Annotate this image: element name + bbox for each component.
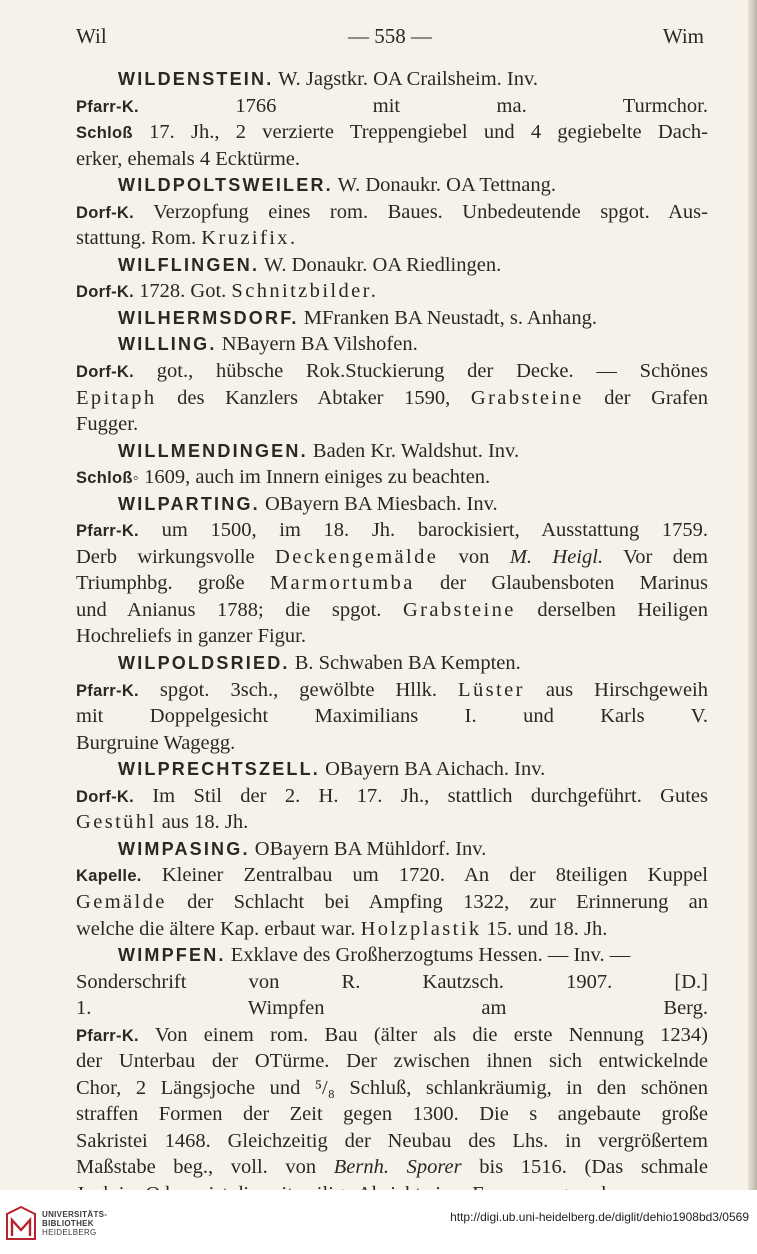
text-line <box>76 730 708 757</box>
text-run: Chor, 2 Längsjoche und ⁵/₈ Schluß, schlankräumig, in den schönen <box>76 1076 708 1099</box>
gazetteer-entry <box>76 650 708 756</box>
library-name-line: UNIVERSITÄTS- <box>42 1210 108 1219</box>
text-line <box>76 225 708 252</box>
text-line <box>76 1128 708 1155</box>
text-line <box>76 305 708 332</box>
place-name: WILPOLDSRIED. <box>118 653 290 674</box>
library-name-line: HEIDELBERG <box>42 1228 97 1237</box>
page-edge-shadow <box>748 0 757 1254</box>
text-line <box>76 677 708 704</box>
text-run: Derb wirkungsvolle <box>76 545 276 568</box>
spaced-term: Kruzifix. <box>201 227 298 250</box>
text-run: 1609, auch im Innern einiges zu beachten. <box>138 466 491 489</box>
text-line <box>76 172 708 199</box>
artist-name: M. Heigl. <box>509 545 604 568</box>
place-name: WILPRECHTSZELL. <box>118 759 320 780</box>
text-run: und Anianus 1788; die spgot. <box>76 598 403 621</box>
text-run: 15. und 18. Jh. <box>481 917 608 940</box>
text-line <box>76 438 708 465</box>
spaced-term: Holzplastik <box>360 917 482 940</box>
text-line <box>76 358 708 385</box>
text-run: des Kanzlers Abtaker 1590, <box>156 386 471 409</box>
text-line <box>76 411 708 438</box>
text-run: Maßstabe beg., voll. von <box>76 1156 334 1179</box>
text-line <box>76 146 708 173</box>
gazetteer-entry <box>76 756 708 836</box>
spaced-term: Grabsteine <box>402 598 516 621</box>
text-run: 1728. Got. <box>134 280 232 303</box>
place-name: WIMPFEN. <box>118 945 226 966</box>
text-line <box>76 942 708 969</box>
text-line <box>76 252 708 279</box>
text-run: Sonderschrift von R. Kautzsch. 1907. [D.] <box>76 970 708 993</box>
body-text <box>76 66 708 1208</box>
text-run: 1. Wimpfen am Berg. <box>76 997 708 1020</box>
gazetteer-entry <box>76 491 708 650</box>
text-run: von <box>438 545 510 568</box>
text-run: Sakristei 1468. Gleichzeitig der Neubau des Lhs. in vergrößertem <box>76 1129 708 1152</box>
building-label: Kapelle. <box>76 867 142 886</box>
spaced-term: Gemälde <box>76 890 167 913</box>
building-label: Pfarr-K. <box>76 97 139 116</box>
text-line <box>76 385 708 412</box>
text-run: W. Donaukr. OA Tettnang. <box>332 174 556 197</box>
gazetteer-entry <box>76 66 708 172</box>
text-line <box>76 703 708 730</box>
spaced-term: Lüster <box>458 678 525 701</box>
building-label: Schloß <box>76 124 133 143</box>
running-head <box>76 24 704 48</box>
text-run: Fugger. <box>76 413 139 436</box>
gazetteer-entry <box>76 836 708 942</box>
text-line <box>76 809 708 836</box>
footer <box>0 1190 757 1254</box>
text-line <box>76 66 708 93</box>
place-name: WILLMENDINGEN. <box>118 440 308 461</box>
text-run: 1766 mit ma. Turmchor. <box>138 94 708 117</box>
text-line <box>76 756 708 783</box>
building-label: Dorf-K. <box>76 363 135 382</box>
text-run: straffen Formen der Zeit gegen 1300. Die s angebaute große <box>76 1103 708 1126</box>
building-label: Schloß◦ <box>76 469 139 488</box>
text-run: Vor dem <box>603 545 708 568</box>
text-line <box>76 1075 708 1102</box>
spaced-term: Deckengemälde <box>275 545 439 568</box>
text-run: Triumphbg. große <box>76 572 270 595</box>
text-run: OBayern BA Miesbach. Inv. <box>259 492 498 515</box>
text-run: B. Schwaben BA Kempten. <box>289 652 521 675</box>
gazetteer-entry <box>76 305 708 332</box>
building-label: Dorf-K. <box>76 203 135 222</box>
text-run: Hochreliefs in ganzer Figur. <box>76 625 306 648</box>
building-label: Dorf-K. <box>76 787 135 806</box>
building-label: Pfarr-K. <box>76 681 139 700</box>
text-line <box>76 783 708 810</box>
place-name: WILFLINGEN. <box>118 254 260 275</box>
text-line <box>76 1048 708 1075</box>
text-line <box>76 517 708 544</box>
text-line <box>76 889 708 916</box>
gazetteer-entry <box>76 172 708 252</box>
text-run: Kleiner Zentralbau um 1720. An der 8teiligen Kuppel <box>141 864 708 887</box>
text-run: NBayern BA Vilshofen. <box>216 333 418 356</box>
text-line <box>76 836 708 863</box>
text-run: mit Doppelgesicht Maximilians I. und Karls V. <box>76 705 708 728</box>
text-line <box>76 1154 708 1181</box>
text-run: der Grafen <box>583 386 708 409</box>
spaced-term: Gestühl <box>76 811 157 834</box>
gazetteer-entry <box>76 942 708 1207</box>
library-name <box>42 1210 107 1237</box>
text-line <box>76 623 708 650</box>
text-run: aus 18. Jh. <box>156 811 249 834</box>
text-line <box>76 1022 708 1049</box>
text-run: der Glaubensboten Marinus <box>414 572 708 595</box>
text-line <box>76 491 708 518</box>
text-line <box>76 570 708 597</box>
text-line <box>76 995 708 1022</box>
gazetteer-entry <box>76 438 708 491</box>
spaced-term: Epitaph <box>76 386 157 409</box>
text-line <box>76 862 708 889</box>
text-line <box>76 650 708 677</box>
text-line <box>76 93 708 120</box>
artist-name: Bernh. Sporer <box>333 1156 462 1179</box>
text-run: bis 1516. (Das schmale <box>461 1156 708 1179</box>
building-label: Pfarr-K. <box>76 522 139 541</box>
text-run: erker, ehemals 4 Ecktürme. <box>76 147 301 170</box>
text-line <box>76 1101 708 1128</box>
building-label: Pfarr-K. <box>76 1026 139 1045</box>
text-run: MFranken BA Neustadt, s. Anhang. <box>298 306 597 329</box>
page-number: — 558 — <box>348 24 432 48</box>
text-run: spgot. 3sch., gewölbte Hllk. <box>138 678 459 701</box>
text-run: Verzopfung eines rom. Baues. Unbedeutende spgot. Aus- <box>134 200 708 223</box>
text-run: OBayern BA Mühldorf. Inv. <box>249 837 487 860</box>
text-run: 17. Jh., 2 verzierte Treppengiebel und 4 gegiebelte Dach- <box>132 121 708 144</box>
text-line <box>76 331 708 358</box>
place-name: WILHERMSDORF. <box>118 307 299 328</box>
text-run: Baden Kr. Waldshut. Inv. <box>307 439 520 462</box>
gazetteer-entry <box>76 331 708 437</box>
text-run: Burgruine Wagegg. <box>76 731 236 754</box>
text-line <box>76 597 708 624</box>
text-run: Exklave des Großherzogtums Hessen. — Inv. — <box>225 944 631 967</box>
text-run: stattung. Rom. <box>76 227 202 250</box>
place-name: WILPARTING. <box>118 493 260 514</box>
source-url[interactable]: http://digi.ub.uni-heidelberg.de/diglit/dehio1908bd3/0569 <box>450 1210 749 1224</box>
text-run: um 1500, im 18. Jh. barockisiert, Ausstattung 1759. <box>138 519 708 542</box>
text-run: Von einem rom. Bau (älter als die erste Nennung 1234) <box>138 1023 708 1046</box>
text-run: derselben Heiligen <box>515 598 708 621</box>
place-name: WIMPASING. <box>118 838 250 859</box>
gazetteer-entry <box>76 252 708 305</box>
text-run: OBayern BA Aichach. Inv. <box>320 758 546 781</box>
spaced-term: Marmortumba <box>269 572 415 595</box>
place-name: WILDPOLTSWEILER. <box>118 175 333 196</box>
text-run: der Schlacht bei Ampfing 1322, zur Erinnerung an <box>166 890 708 913</box>
building-label: Dorf-K. <box>76 283 135 302</box>
text-line <box>76 916 708 943</box>
running-head-left: Wil <box>76 24 107 48</box>
text-run: got., hübsche Rok.Stuckierung der Decke. — Schönes <box>134 360 708 383</box>
place-name: WILLING. <box>118 334 217 355</box>
text-line <box>76 278 708 305</box>
text-run: aus Hirschgeweih <box>524 678 708 701</box>
place-name: WILDENSTEIN. <box>118 69 274 89</box>
text-run: der Unterbau der OTürme. Der zwischen ihnen sich entwickelnde <box>76 1050 708 1073</box>
spaced-term: Grabsteine <box>470 386 584 409</box>
text-line <box>76 199 708 226</box>
running-head-right: Wim <box>662 24 704 48</box>
library-name-line: BIBLIOTHEK <box>42 1219 94 1228</box>
text-run: Im Stil der 2. H. 17. Jh., stattlich durchgeführt. Gutes <box>134 784 708 807</box>
text-line <box>76 119 708 146</box>
library-logo-icon <box>6 1206 36 1240</box>
text-run: welche die ältere Kap. erbaut war. <box>76 917 361 940</box>
text-line <box>76 464 708 491</box>
text-line <box>76 969 708 996</box>
text-line <box>76 544 708 571</box>
text-run: W. Jagstkr. OA Crailsheim. Inv. <box>273 68 539 90</box>
text-run: W. Donaukr. OA Riedlingen. <box>259 253 502 276</box>
spaced-term: Schnitzbilder. <box>231 280 379 303</box>
